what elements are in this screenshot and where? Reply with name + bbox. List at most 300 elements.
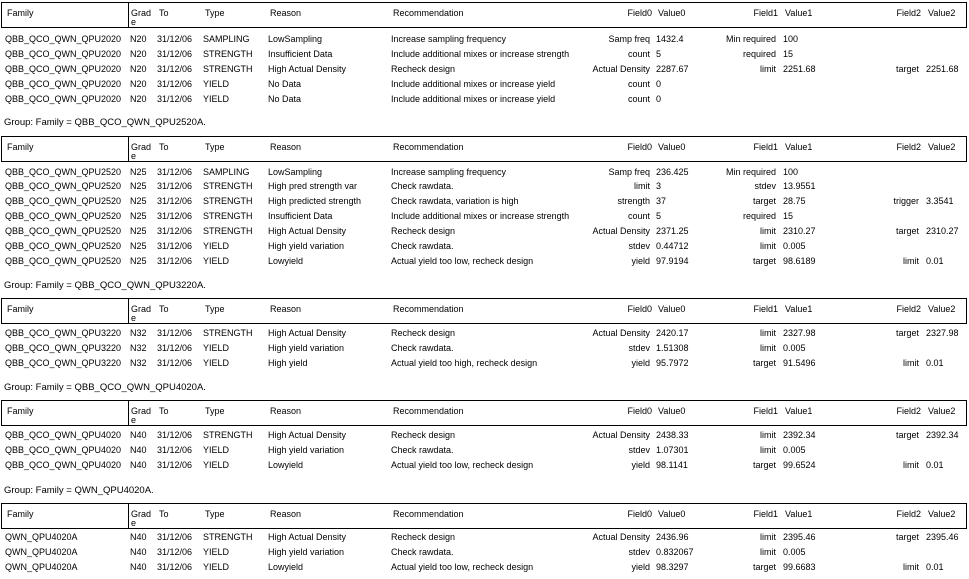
- cell-value0: 2287.67: [656, 64, 689, 74]
- cell-field1: limit: [760, 445, 776, 455]
- header-value1: Value1: [785, 8, 813, 18]
- header-value2: Value2: [928, 304, 956, 314]
- header-type: Type: [205, 406, 225, 416]
- header-grade-line1: Grad: [131, 8, 152, 18]
- cell-to: 31/12/06: [157, 532, 193, 542]
- column-header-row: [1, 503, 967, 529]
- header-grade-line2: e: [131, 518, 137, 528]
- cell-value0: 1.51308: [656, 343, 689, 353]
- header-type: Type: [205, 8, 225, 18]
- cell-field1: limit: [760, 547, 776, 557]
- cell-type: YIELD: [203, 547, 230, 557]
- cell-field0: stdev: [628, 445, 650, 455]
- cell-to: 31/12/06: [157, 445, 193, 455]
- cell-grade: N32: [130, 358, 147, 368]
- header-recommendation: Recommendation: [393, 8, 464, 18]
- cell-value0: 236.425: [656, 167, 689, 177]
- cell-family: QBB_QCO_QWN_QPU2020: [5, 34, 122, 44]
- header-field2: Field2: [896, 304, 921, 314]
- cell-value2: 0.01: [926, 358, 944, 368]
- cell-type: SAMPLING: [203, 34, 250, 44]
- cell-reason: High Actual Density: [268, 328, 347, 338]
- cell-type: STRENGTH: [203, 64, 253, 74]
- cell-to: 31/12/06: [157, 343, 193, 353]
- cell-recommendation: Check rawdata.: [391, 241, 454, 251]
- header-value0: Value0: [658, 142, 686, 152]
- cell-reason: High yield variation: [268, 241, 345, 251]
- cell-reason: Lowyield: [268, 562, 304, 572]
- header-divider: [128, 401, 129, 425]
- cell-field2: limit: [903, 256, 919, 266]
- cell-grade: N25: [130, 226, 147, 236]
- header-reason: Reason: [270, 304, 302, 314]
- cell-field1: limit: [760, 64, 776, 74]
- cell-to: 31/12/06: [157, 460, 193, 470]
- cell-field0: strength: [617, 196, 650, 206]
- cell-recommendation: Recheck design: [391, 328, 456, 338]
- cell-family: QWN_QPU4020A: [5, 562, 78, 572]
- cell-family: QBB_QCO_QWN_QPU2520: [5, 167, 122, 177]
- cell-field0: count: [627, 49, 650, 59]
- cell-value0: 1.07301: [656, 445, 689, 455]
- header-divider: [128, 299, 129, 323]
- cell-reason: High pred strength var: [268, 181, 358, 191]
- cell-reason: No Data: [268, 94, 302, 104]
- cell-field2: limit: [903, 358, 919, 368]
- cell-value1: 98.6189: [783, 256, 816, 266]
- cell-to: 31/12/06: [157, 181, 193, 191]
- cell-grade: N40: [130, 547, 147, 557]
- cell-to: 31/12/06: [157, 226, 193, 236]
- cell-value1: 2392.34: [783, 430, 816, 440]
- cell-field1: limit: [760, 241, 776, 251]
- header-reason: Reason: [270, 8, 302, 18]
- group-title: Group: Family = QBB_QCO_QWN_QPU2520A.: [4, 117, 206, 128]
- cell-recommendation: Check rawdata.: [391, 547, 454, 557]
- cell-value0: 2420.17: [656, 328, 689, 338]
- cell-field1: required: [742, 211, 776, 221]
- cell-value0: 2371.25: [656, 226, 689, 236]
- header-divider: [128, 137, 129, 161]
- cell-field2: target: [895, 328, 919, 338]
- cell-recommendation: Check rawdata.: [391, 343, 454, 353]
- cell-to: 31/12/06: [157, 211, 193, 221]
- cell-family: QBB_QCO_QWN_QPU3220: [5, 328, 122, 338]
- cell-type: YIELD: [203, 358, 230, 368]
- header-divider: [128, 504, 129, 528]
- cell-field0: count: [627, 79, 650, 89]
- header-field1: Field1: [753, 406, 778, 416]
- cell-value1: 91.5496: [783, 358, 816, 368]
- cell-field1: limit: [760, 226, 776, 236]
- cell-grade: N40: [130, 445, 147, 455]
- header-value2: Value2: [928, 406, 956, 416]
- header-grade-line1: Grad: [131, 304, 152, 314]
- cell-value1: 99.6683: [783, 562, 816, 572]
- column-header-row: [1, 136, 967, 162]
- cell-to: 31/12/06: [157, 547, 193, 557]
- header-field1: Field1: [753, 8, 778, 18]
- cell-value0: 37: [656, 196, 667, 206]
- header-field0: Field0: [627, 142, 652, 152]
- cell-recommendation: Actual yield too high, recheck design: [391, 358, 538, 368]
- cell-field0: count: [627, 94, 650, 104]
- cell-field0: limit: [634, 181, 650, 191]
- header-reason: Reason: [270, 142, 302, 152]
- cell-value2: 2310.27: [926, 226, 959, 236]
- cell-field1: limit: [760, 532, 776, 542]
- cell-reason: LowSampling: [268, 167, 323, 177]
- cell-field2: trigger: [893, 196, 919, 206]
- cell-to: 31/12/06: [157, 49, 193, 59]
- header-grade-line1: Grad: [131, 509, 152, 519]
- cell-field0: yield: [631, 460, 650, 470]
- header-value0: Value0: [658, 509, 686, 519]
- header-field2: Field2: [896, 8, 921, 18]
- group-title: Group: Family = QBB_QCO_QWN_QPU3220A.: [4, 280, 206, 291]
- cell-field0: yield: [631, 562, 650, 572]
- header-to: To: [159, 8, 169, 18]
- cell-value0: 0: [656, 94, 662, 104]
- cell-value1: 2310.27: [783, 226, 816, 236]
- cell-reason: Lowyield: [268, 460, 304, 470]
- group-title: Group: Family = QWN_QPU4020A.: [4, 485, 154, 496]
- cell-value0: 0: [656, 79, 662, 89]
- cell-type: YIELD: [203, 445, 230, 455]
- header-field1: Field1: [753, 304, 778, 314]
- header-value1: Value1: [785, 509, 813, 519]
- cell-value0: 5: [656, 211, 662, 221]
- header-field0: Field0: [627, 406, 652, 416]
- cell-family: QBB_QCO_QWN_QPU2520: [5, 196, 122, 206]
- cell-reason: High Actual Density: [268, 532, 347, 542]
- cell-field0: count: [627, 211, 650, 221]
- header-family: Family: [7, 406, 34, 416]
- cell-value0: 1432.4: [656, 34, 684, 44]
- header-family: Family: [7, 304, 34, 314]
- header-grade-line1: Grad: [131, 142, 152, 152]
- header-grade-line2: e: [131, 415, 137, 425]
- cell-to: 31/12/06: [157, 64, 193, 74]
- cell-field0: Actual Density: [592, 430, 650, 440]
- cell-field2: limit: [903, 460, 919, 470]
- header-divider: [128, 3, 129, 27]
- cell-field2: limit: [903, 562, 919, 572]
- cell-field1: limit: [760, 328, 776, 338]
- cell-grade: N32: [130, 328, 147, 338]
- cell-to: 31/12/06: [157, 167, 193, 177]
- cell-recommendation: Increase sampling frequency: [391, 34, 507, 44]
- cell-grade: N25: [130, 181, 147, 191]
- cell-type: YIELD: [203, 94, 230, 104]
- cell-value1: 0.005: [783, 343, 806, 353]
- cell-value1: 99.6524: [783, 460, 816, 470]
- cell-value0: 3: [656, 181, 662, 191]
- cell-grade: N25: [130, 167, 147, 177]
- cell-field0: Actual Density: [592, 64, 650, 74]
- cell-recommendation: Recheck design: [391, 64, 456, 74]
- header-value2: Value2: [928, 142, 956, 152]
- cell-value2: 2327.98: [926, 328, 959, 338]
- cell-recommendation: Include additional mixes or increase yield: [391, 79, 556, 89]
- header-type: Type: [205, 142, 225, 152]
- cell-type: YIELD: [203, 343, 230, 353]
- cell-family: QBB_QCO_QWN_QPU2520: [5, 181, 122, 191]
- cell-value1: 2395.46: [783, 532, 816, 542]
- cell-family: QWN_QPU4020A: [5, 532, 78, 542]
- cell-value2: 0.01: [926, 562, 944, 572]
- cell-value0: 98.1141: [656, 460, 688, 470]
- header-value1: Value1: [785, 142, 813, 152]
- cell-to: 31/12/06: [157, 328, 193, 338]
- cell-type: STRENGTH: [203, 226, 253, 236]
- cell-value1: 2251.68: [783, 64, 816, 74]
- header-field2: Field2: [896, 142, 921, 152]
- header-field1: Field1: [753, 509, 778, 519]
- header-family: Family: [7, 8, 34, 18]
- header-field1: Field1: [753, 142, 778, 152]
- cell-field0: Actual Density: [592, 328, 650, 338]
- cell-recommendation: Check rawdata.: [391, 181, 454, 191]
- header-recommendation: Recommendation: [393, 304, 464, 314]
- cell-reason: High Actual Density: [268, 226, 347, 236]
- cell-value2: 2251.68: [926, 64, 959, 74]
- header-recommendation: Recommendation: [393, 406, 464, 416]
- cell-family: QBB_QCO_QWN_QPU4020: [5, 430, 122, 440]
- cell-type: STRENGTH: [203, 328, 253, 338]
- cell-family: QBB_QCO_QWN_QPU2020: [5, 94, 122, 104]
- cell-grade: N25: [130, 211, 147, 221]
- cell-field0: Actual Density: [592, 532, 650, 542]
- cell-field0: stdev: [628, 343, 650, 353]
- cell-field0: Samp freq: [608, 167, 650, 177]
- cell-value1: 0.005: [783, 445, 806, 455]
- cell-reason: High yield variation: [268, 547, 345, 557]
- cell-grade: N40: [130, 430, 147, 440]
- cell-type: STRENGTH: [203, 211, 253, 221]
- header-to: To: [159, 509, 169, 519]
- cell-value1: 15: [783, 49, 794, 59]
- cell-to: 31/12/06: [157, 562, 193, 572]
- cell-field2: target: [895, 64, 919, 74]
- cell-grade: N20: [130, 49, 147, 59]
- header-reason: Reason: [270, 406, 302, 416]
- cell-field1: required: [742, 49, 776, 59]
- cell-reason: No Data: [268, 79, 302, 89]
- cell-to: 31/12/06: [157, 94, 193, 104]
- cell-grade: N25: [130, 241, 147, 251]
- header-field0: Field0: [627, 509, 652, 519]
- cell-reason: High Actual Density: [268, 64, 347, 74]
- cell-value1: 100: [783, 167, 799, 177]
- cell-family: QBB_QCO_QWN_QPU2520: [5, 211, 122, 221]
- cell-value1: 0.005: [783, 547, 806, 557]
- cell-reason: LowSampling: [268, 34, 323, 44]
- cell-reason: High Actual Density: [268, 430, 347, 440]
- header-grade-line1: Grad: [131, 406, 152, 416]
- header-family: Family: [7, 142, 34, 152]
- cell-reason: High predicted strength: [268, 196, 362, 206]
- cell-recommendation: Check rawdata, variation is high: [391, 196, 519, 206]
- cell-family: QBB_QCO_QWN_QPU2020: [5, 49, 122, 59]
- cell-to: 31/12/06: [157, 241, 193, 251]
- cell-type: STRENGTH: [203, 49, 253, 59]
- cell-recommendation: Actual yield too low, recheck design: [391, 256, 534, 266]
- cell-field1: target: [752, 358, 776, 368]
- header-value1: Value1: [785, 304, 813, 314]
- cell-value0: 5: [656, 49, 662, 59]
- cell-recommendation: Include additional mixes or increase strength: [391, 211, 570, 221]
- cell-field1: Min required: [725, 34, 776, 44]
- cell-value0: 0.832067: [656, 547, 694, 557]
- cell-value1: 28.75: [783, 196, 806, 206]
- cell-to: 31/12/06: [157, 196, 193, 206]
- cell-recommendation: Recheck design: [391, 226, 456, 236]
- cell-type: SAMPLING: [203, 167, 250, 177]
- header-to: To: [159, 406, 169, 416]
- header-field2: Field2: [896, 509, 921, 519]
- cell-value2: 2392.34: [926, 430, 959, 440]
- header-recommendation: Recommendation: [393, 509, 464, 519]
- cell-recommendation: Include additional mixes or increase yield: [391, 94, 556, 104]
- cell-value0: 98.3297: [656, 562, 689, 572]
- cell-field0: yield: [631, 358, 650, 368]
- cell-type: STRENGTH: [203, 532, 253, 542]
- cell-value0: 97.9194: [656, 256, 689, 266]
- cell-grade: N32: [130, 343, 147, 353]
- cell-type: YIELD: [203, 256, 230, 266]
- cell-to: 31/12/06: [157, 34, 193, 44]
- cell-grade: N20: [130, 94, 147, 104]
- cell-recommendation: Check rawdata.: [391, 445, 454, 455]
- cell-recommendation: Recheck design: [391, 430, 456, 440]
- cell-field0: yield: [631, 256, 650, 266]
- cell-recommendation: Increase sampling frequency: [391, 167, 507, 177]
- cell-recommendation: Actual yield too low, recheck design: [391, 562, 534, 572]
- cell-field1: Min required: [725, 167, 776, 177]
- cell-family: QBB_QCO_QWN_QPU2520: [5, 226, 122, 236]
- cell-family: QBB_QCO_QWN_QPU2520: [5, 241, 122, 251]
- cell-grade: N40: [130, 562, 147, 572]
- column-header-row: [1, 2, 967, 28]
- header-grade-line2: e: [131, 313, 137, 323]
- cell-grade: N25: [130, 196, 147, 206]
- header-family: Family: [7, 509, 34, 519]
- header-field0: Field0: [627, 304, 652, 314]
- cell-field1: target: [752, 562, 776, 572]
- header-grade-line2: e: [131, 17, 137, 27]
- cell-field1: target: [752, 460, 776, 470]
- cell-reason: High yield variation: [268, 445, 345, 455]
- cell-type: STRENGTH: [203, 181, 253, 191]
- header-value1: Value1: [785, 406, 813, 416]
- cell-family: QBB_QCO_QWN_QPU2020: [5, 64, 122, 74]
- cell-type: STRENGTH: [203, 196, 253, 206]
- header-to: To: [159, 142, 169, 152]
- cell-field0: stdev: [628, 547, 650, 557]
- header-reason: Reason: [270, 509, 302, 519]
- header-field0: Field0: [627, 8, 652, 18]
- cell-family: QBB_QCO_QWN_QPU4020: [5, 445, 122, 455]
- header-value0: Value0: [658, 8, 686, 18]
- cell-type: YIELD: [203, 241, 230, 251]
- header-type: Type: [205, 304, 225, 314]
- cell-recommendation: Include additional mixes or increase strength: [391, 49, 570, 59]
- header-recommendation: Recommendation: [393, 142, 464, 152]
- cell-grade: N40: [130, 532, 147, 542]
- header-to: To: [159, 304, 169, 314]
- cell-value0: 2438.33: [656, 430, 689, 440]
- header-grade-line2: e: [131, 151, 137, 161]
- cell-family: QBB_QCO_QWN_QPU2520: [5, 256, 122, 266]
- cell-value1: 100: [783, 34, 799, 44]
- cell-grade: N20: [130, 34, 147, 44]
- cell-field0: Actual Density: [592, 226, 650, 236]
- cell-recommendation: Recheck design: [391, 532, 456, 542]
- column-header-row: [1, 400, 967, 426]
- cell-value1: 2327.98: [783, 328, 816, 338]
- cell-grade: N20: [130, 64, 147, 74]
- cell-value2: 0.01: [926, 256, 944, 266]
- cell-to: 31/12/06: [157, 79, 193, 89]
- cell-field0: Samp freq: [608, 34, 650, 44]
- header-type: Type: [205, 509, 225, 519]
- cell-value0: 0.44712: [656, 241, 689, 251]
- cell-grade: N40: [130, 460, 147, 470]
- header-value2: Value2: [928, 509, 956, 519]
- group-title: Group: Family = QBB_QCO_QWN_QPU4020A.: [4, 382, 206, 393]
- header-field2: Field2: [896, 406, 921, 416]
- cell-to: 31/12/06: [157, 256, 193, 266]
- column-header-row: [1, 298, 967, 324]
- cell-field1: stdev: [754, 181, 776, 191]
- cell-type: YIELD: [203, 562, 230, 572]
- cell-field2: target: [895, 532, 919, 542]
- header-value0: Value0: [658, 406, 686, 416]
- cell-family: QBB_QCO_QWN_QPU4020: [5, 460, 122, 470]
- cell-value1: 15: [783, 211, 794, 221]
- cell-recommendation: Actual yield too low, recheck design: [391, 460, 534, 470]
- cell-field1: limit: [760, 430, 776, 440]
- cell-field2: target: [895, 226, 919, 236]
- cell-value2: 0.01: [926, 460, 944, 470]
- cell-grade: N20: [130, 79, 147, 89]
- cell-value1: 0.005: [783, 241, 806, 251]
- cell-field1: target: [752, 196, 776, 206]
- cell-type: YIELD: [203, 79, 230, 89]
- cell-type: STRENGTH: [203, 430, 253, 440]
- cell-field1: limit: [760, 343, 776, 353]
- cell-family: QBB_QCO_QWN_QPU2020: [5, 79, 122, 89]
- cell-field2: target: [895, 430, 919, 440]
- cell-value1: 13.9551: [783, 181, 816, 191]
- cell-field0: stdev: [628, 241, 650, 251]
- cell-value0: 2436.96: [656, 532, 689, 542]
- cell-value2: 3.3541: [926, 196, 954, 206]
- cell-family: QBB_QCO_QWN_QPU3220: [5, 343, 122, 353]
- cell-reason: Insufficient Data: [268, 49, 333, 59]
- header-value0: Value0: [658, 304, 686, 314]
- cell-family: QWN_QPU4020A: [5, 547, 78, 557]
- cell-reason: Lowyield: [268, 256, 304, 266]
- cell-reason: Insufficient Data: [268, 211, 333, 221]
- cell-field1: target: [752, 256, 776, 266]
- cell-grade: N25: [130, 256, 147, 266]
- cell-value0: 95.7972: [656, 358, 689, 368]
- header-value2: Value2: [928, 8, 956, 18]
- cell-reason: High yield: [268, 358, 308, 368]
- cell-family: QBB_QCO_QWN_QPU3220: [5, 358, 122, 368]
